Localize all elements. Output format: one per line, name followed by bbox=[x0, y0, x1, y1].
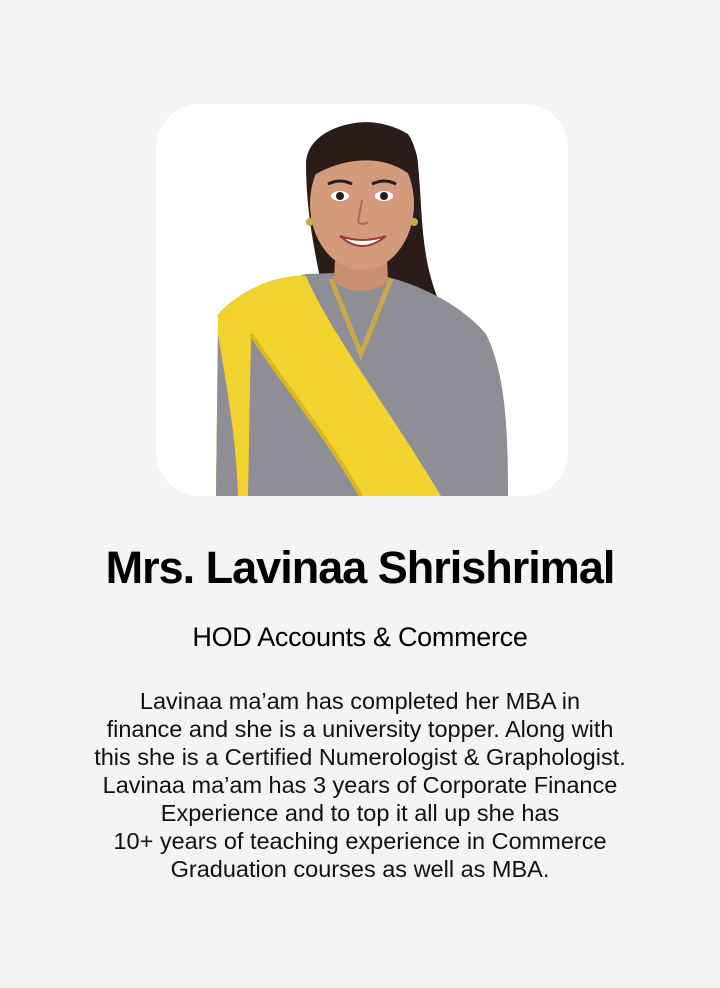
bio-line: this she is a Certified Numerologist & Graphologist. bbox=[94, 744, 626, 770]
bio-line: Lavinaa ma’am has 3 years of Corporate Finance bbox=[102, 772, 618, 798]
faculty-role: HOD Accounts & Commerce bbox=[192, 622, 528, 652]
bio-line: Lavinaa ma’am has completed her MBA in bbox=[139, 688, 581, 714]
faculty-name: Mrs. Lavinaa Shrishrimal bbox=[105, 542, 615, 593]
bio-line: finance and she is a university topper. Along with bbox=[106, 716, 614, 742]
faculty-bio bbox=[30, 687, 690, 883]
profile-photo bbox=[156, 104, 568, 496]
bio-line: Experience and to top it all up she has bbox=[160, 800, 560, 826]
bio-line: 10+ years of teaching experience in Commerce bbox=[113, 828, 607, 854]
portrait-illustration bbox=[156, 104, 568, 496]
bio-line: Graduation courses as well as MBA. bbox=[170, 856, 550, 882]
